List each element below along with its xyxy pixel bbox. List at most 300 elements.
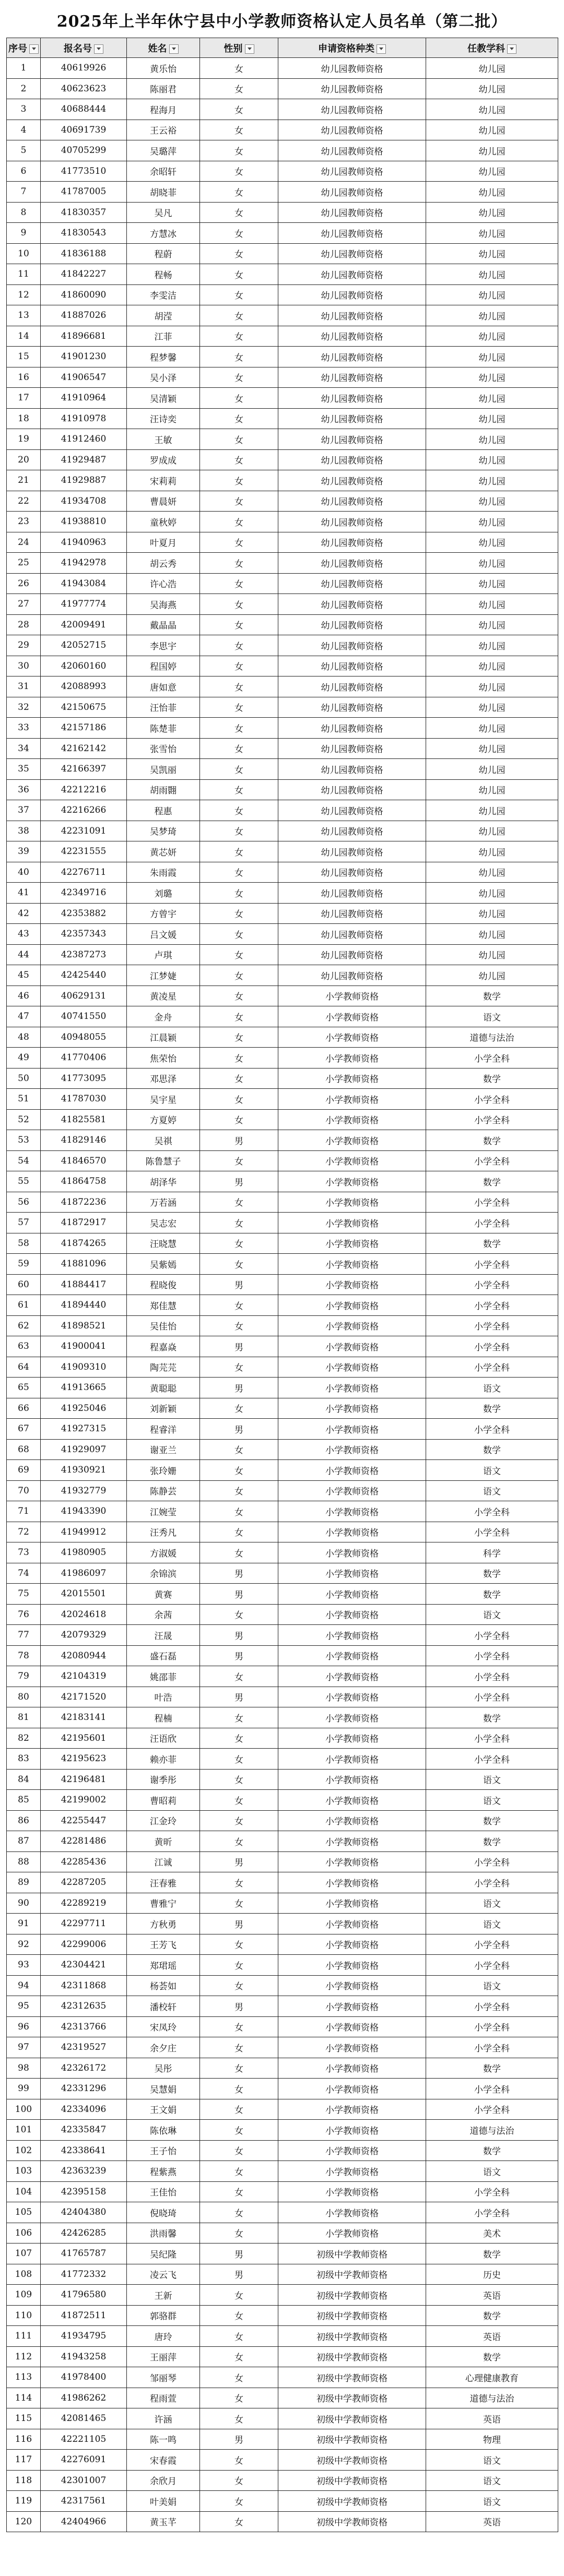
cell-index: 100 [7, 2099, 41, 2120]
cell-name: 汪晟 [127, 1625, 200, 1646]
cell-qualification: 幼儿园教师资格 [278, 594, 426, 615]
cell-subject: 语文 [426, 1790, 558, 1811]
header-reg-no[interactable]: 报名号 [41, 38, 127, 58]
cell-name: 刘璐 [127, 883, 200, 904]
header-gender[interactable]: 性别 [200, 38, 278, 58]
cell-gender: 女 [200, 2181, 278, 2202]
cell-name: 罗成成 [127, 449, 200, 470]
cell-index: 35 [7, 759, 41, 780]
cell-gender: 女 [200, 140, 278, 161]
cell-reg-no: 42162142 [41, 738, 127, 759]
cell-gender: 男 [200, 2264, 278, 2285]
table-row [7, 1604, 558, 1625]
cell-index: 32 [7, 697, 41, 718]
cell-name: 江晨颖 [127, 1027, 200, 1048]
cell-qualification: 小学教师资格 [278, 1439, 426, 1460]
cell-index: 72 [7, 1522, 41, 1542]
cell-gender: 女 [200, 264, 278, 285]
table-row [7, 1914, 558, 1934]
cell-subject: 幼儿园 [426, 120, 558, 140]
cell-subject: 美术 [426, 2223, 558, 2243]
cell-index: 99 [7, 2079, 41, 2099]
cell-reg-no: 42387273 [41, 944, 127, 965]
cell-subject: 幼儿园 [426, 841, 558, 862]
cell-gender: 男 [200, 1645, 278, 1666]
cell-name: 王云裕 [127, 120, 200, 140]
cell-gender: 女 [200, 243, 278, 264]
cell-index: 59 [7, 1254, 41, 1275]
cell-gender: 女 [200, 408, 278, 429]
table-row [7, 2264, 558, 2285]
cell-index: 89 [7, 1872, 41, 1893]
cell-index: 105 [7, 2202, 41, 2223]
cell-gender: 女 [200, 1955, 278, 1976]
cell-subject: 语文 [426, 2491, 558, 2512]
table-row [7, 2037, 558, 2058]
cell-name: 汪晓慧 [127, 1233, 200, 1254]
cell-name: 吴梦琦 [127, 821, 200, 841]
cell-qualification: 幼儿园教师资格 [278, 243, 426, 264]
cell-index: 17 [7, 388, 41, 409]
cell-subject: 数学 [426, 2305, 558, 2326]
cell-subject: 小学全科 [426, 1109, 558, 1130]
cell-qualification: 初级中学教师资格 [278, 2243, 426, 2264]
cell-name: 曹雅宁 [127, 1893, 200, 1914]
cell-index: 24 [7, 532, 41, 553]
cell-index: 90 [7, 1893, 41, 1914]
cell-qualification: 小学教师资格 [278, 1109, 426, 1130]
cell-subject: 幼儿园 [426, 429, 558, 450]
cell-subject: 小学全科 [426, 1749, 558, 1770]
table-row [7, 284, 558, 305]
cell-index: 55 [7, 1171, 41, 1192]
cell-qualification: 幼儿园教师资格 [278, 944, 426, 965]
filter-dropdown-icon[interactable] [377, 44, 386, 54]
cell-reg-no: 42276091 [41, 2450, 127, 2471]
table-row [7, 182, 558, 203]
cell-reg-no: 42196481 [41, 1769, 127, 1790]
cell-name: 吴凡 [127, 202, 200, 223]
cell-subject: 幼儿园 [426, 903, 558, 924]
cell-subject: 语文 [426, 1006, 558, 1027]
cell-qualification: 幼儿园教师资格 [278, 408, 426, 429]
cell-subject: 数学 [426, 1584, 558, 1605]
table-row [7, 1831, 558, 1852]
cell-index: 16 [7, 367, 41, 388]
cell-name: 程楠 [127, 1707, 200, 1728]
cell-gender: 女 [200, 2120, 278, 2141]
cell-gender: 女 [200, 1501, 278, 1522]
cell-name: 王文娟 [127, 2099, 200, 2120]
cell-index: 65 [7, 1378, 41, 1398]
cell-subject: 小学全科 [426, 1274, 558, 1295]
cell-qualification: 幼儿园教师资格 [278, 449, 426, 470]
cell-qualification: 幼儿园教师资格 [278, 491, 426, 512]
cell-qualification: 小学教师资格 [278, 2223, 426, 2243]
cell-name: 程睿洋 [127, 1419, 200, 1440]
cell-subject: 语文 [426, 1460, 558, 1481]
header-name[interactable]: 姓名 [127, 38, 200, 58]
cell-gender: 女 [200, 2450, 278, 2471]
cell-index: 68 [7, 1439, 41, 1460]
cell-qualification: 初级中学教师资格 [278, 2450, 426, 2471]
cell-subject: 物理 [426, 2429, 558, 2450]
cell-subject: 小学全科 [426, 1357, 558, 1378]
table-row [7, 1542, 558, 1563]
table-row [7, 1480, 558, 1501]
cell-reg-no: 41913665 [41, 1378, 127, 1398]
cell-qualification: 幼儿园教师资格 [278, 903, 426, 924]
cell-index: 37 [7, 800, 41, 821]
table-row [7, 305, 558, 326]
table-row [7, 2243, 558, 2264]
table-row [7, 58, 558, 79]
cell-gender: 女 [200, 1233, 278, 1254]
cell-reg-no: 41934708 [41, 491, 127, 512]
cell-subject: 科学 [426, 1542, 558, 1563]
cell-name: 王新 [127, 2285, 200, 2306]
cell-subject: 历史 [426, 2264, 558, 2285]
cell-name: 叶夏月 [127, 532, 200, 553]
cell-index: 114 [7, 2388, 41, 2408]
cell-index: 98 [7, 2058, 41, 2079]
cell-qualification: 小学教师资格 [278, 2161, 426, 2182]
cell-reg-no: 42281486 [41, 1831, 127, 1852]
table-row [7, 1975, 558, 1996]
cell-reg-no: 42289219 [41, 1893, 127, 1914]
cell-name: 张玲姗 [127, 1460, 200, 1481]
cell-name: 潘校轩 [127, 1996, 200, 2017]
cell-qualification: 初级中学教师资格 [278, 2264, 426, 2285]
cell-subject: 幼儿园 [426, 408, 558, 429]
cell-reg-no: 42338641 [41, 2140, 127, 2161]
cell-name: 李雯洁 [127, 284, 200, 305]
cell-subject: 语文 [426, 1914, 558, 1934]
cell-name: 张雪怡 [127, 738, 200, 759]
table-row [7, 2346, 558, 2367]
cell-gender: 男 [200, 1419, 278, 1440]
cell-qualification: 幼儿园教师资格 [278, 532, 426, 553]
cell-gender: 女 [200, 1934, 278, 1955]
table-row [7, 532, 558, 553]
filter-dropdown-icon[interactable] [245, 44, 254, 54]
cell-reg-no: 42212216 [41, 779, 127, 800]
cell-reg-no: 41830543 [41, 223, 127, 244]
cell-index: 110 [7, 2305, 41, 2326]
cell-index: 23 [7, 512, 41, 532]
cell-subject: 幼儿园 [426, 800, 558, 821]
cell-qualification: 小学教师资格 [278, 2120, 426, 2141]
cell-reg-no: 41909310 [41, 1357, 127, 1378]
cell-index: 10 [7, 243, 41, 264]
cell-reg-no: 41796580 [41, 2285, 127, 2306]
cell-index: 111 [7, 2326, 41, 2347]
cell-index: 85 [7, 1790, 41, 1811]
table-row [7, 1439, 558, 1460]
table-row [7, 99, 558, 120]
roster-table [6, 38, 558, 2532]
cell-qualification: 幼儿园教师资格 [278, 347, 426, 367]
cell-subject: 幼儿园 [426, 697, 558, 718]
cell-reg-no: 41943084 [41, 573, 127, 594]
cell-reg-no: 42426285 [41, 2223, 127, 2243]
cell-subject: 幼儿园 [426, 78, 558, 99]
cell-name: 金舟 [127, 1006, 200, 1027]
cell-gender: 女 [200, 58, 278, 79]
cell-reg-no: 41846570 [41, 1150, 127, 1171]
cell-subject: 幼儿园 [426, 326, 558, 347]
cell-name: 陈依琳 [127, 2120, 200, 2141]
cell-name: 方慧冰 [127, 223, 200, 244]
cell-gender: 女 [200, 1254, 278, 1275]
table-row [7, 1501, 558, 1522]
table-row [7, 1645, 558, 1666]
cell-reg-no: 42334096 [41, 2099, 127, 2120]
cell-qualification: 幼儿园教师资格 [278, 326, 426, 347]
cell-reg-no: 42276711 [41, 862, 127, 883]
cell-qualification: 幼儿园教师资格 [278, 965, 426, 986]
cell-qualification: 小学教师资格 [278, 1790, 426, 1811]
cell-gender: 女 [200, 573, 278, 594]
cell-subject: 语文 [426, 1975, 558, 1996]
cell-gender: 女 [200, 676, 278, 697]
cell-reg-no: 40948055 [41, 1027, 127, 1048]
cell-gender: 女 [200, 1480, 278, 1501]
table-row [7, 1357, 558, 1378]
cell-subject: 数学 [426, 986, 558, 1006]
table-row [7, 1584, 558, 1605]
filter-dropdown-icon[interactable] [94, 44, 103, 54]
cell-index: 15 [7, 347, 41, 367]
cell-reg-no: 40623623 [41, 78, 127, 99]
cell-index: 61 [7, 1295, 41, 1316]
cell-reg-no: 42024618 [41, 1604, 127, 1625]
cell-subject: 数学 [426, 1810, 558, 1831]
cell-subject: 小学全科 [426, 1419, 558, 1440]
cell-reg-no: 41949912 [41, 1522, 127, 1542]
header-qualification[interactable]: 申请资格种类 [278, 38, 426, 58]
cell-index: 6 [7, 161, 41, 182]
cell-name: 洪雨馨 [127, 2223, 200, 2243]
table-row [7, 326, 558, 347]
cell-name: 吕文媛 [127, 924, 200, 945]
cell-index: 21 [7, 470, 41, 491]
filter-dropdown-icon[interactable] [169, 44, 179, 54]
cell-name: 程雨萱 [127, 2388, 200, 2408]
table-row [7, 1295, 558, 1316]
cell-gender: 女 [200, 1604, 278, 1625]
cell-reg-no: 42404380 [41, 2202, 127, 2223]
cell-name: 唐玲 [127, 2326, 200, 2347]
cell-reg-no: 42317561 [41, 2491, 127, 2512]
cell-qualification: 小学教师资格 [278, 1460, 426, 1481]
cell-gender: 女 [200, 326, 278, 347]
cell-index: 97 [7, 2037, 41, 2058]
cell-qualification: 幼儿园教师资格 [278, 614, 426, 635]
table-row [7, 264, 558, 285]
cell-qualification: 幼儿园教师资格 [278, 202, 426, 223]
cell-reg-no: 41901230 [41, 347, 127, 367]
cell-gender: 女 [200, 2367, 278, 2388]
cell-subject: 数学 [426, 1439, 558, 1460]
cell-qualification: 初级中学教师资格 [278, 2305, 426, 2326]
table-row [7, 944, 558, 965]
cell-qualification: 幼儿园教师资格 [278, 140, 426, 161]
cell-subject: 幼儿园 [426, 202, 558, 223]
cell-index: 78 [7, 1645, 41, 1666]
cell-subject: 语文 [426, 2450, 558, 2471]
table-row [7, 2450, 558, 2471]
cell-index: 25 [7, 553, 41, 574]
cell-reg-no: 42199002 [41, 1790, 127, 1811]
cell-reg-no: 41787005 [41, 182, 127, 203]
table-row [7, 2429, 558, 2450]
table-row [7, 1398, 558, 1419]
cell-gender: 女 [200, 1769, 278, 1790]
cell-gender: 女 [200, 305, 278, 326]
cell-gender: 男 [200, 1171, 278, 1192]
cell-gender: 男 [200, 1584, 278, 1605]
table-row [7, 1150, 558, 1171]
cell-index: 87 [7, 1831, 41, 1852]
cell-name: 朱雨霞 [127, 862, 200, 883]
cell-subject: 英语 [426, 2511, 558, 2532]
cell-subject: 幼儿园 [426, 470, 558, 491]
table-row [7, 1769, 558, 1790]
cell-name: 黄昕 [127, 1831, 200, 1852]
cell-name: 杨荟如 [127, 1975, 200, 1996]
table-row [7, 429, 558, 450]
cell-subject: 小学全科 [426, 2016, 558, 2037]
cell-index: 36 [7, 779, 41, 800]
cell-subject: 小学全科 [426, 1048, 558, 1069]
cell-qualification: 小学教师资格 [278, 1357, 426, 1378]
cell-qualification: 小学教师资格 [278, 1006, 426, 1027]
cell-name: 吴纪隆 [127, 2243, 200, 2264]
table-row [7, 2079, 558, 2099]
cell-name: 王丽萍 [127, 2346, 200, 2367]
cell-gender: 女 [200, 2037, 278, 2058]
table-row [7, 1707, 558, 1728]
cell-reg-no: 42313766 [41, 2016, 127, 2037]
cell-qualification: 幼儿园教师资格 [278, 800, 426, 821]
table-row [7, 779, 558, 800]
cell-name: 江诚 [127, 1851, 200, 1872]
cell-qualification: 幼儿园教师资格 [278, 388, 426, 409]
cell-index: 94 [7, 1975, 41, 1996]
cell-name: 程紫燕 [127, 2161, 200, 2182]
cell-index: 44 [7, 944, 41, 965]
filter-dropdown-icon[interactable] [507, 44, 516, 54]
cell-gender: 女 [200, 1975, 278, 1996]
cell-name: 盛石磊 [127, 1645, 200, 1666]
cell-subject: 小学全科 [426, 1645, 558, 1666]
cell-gender: 女 [200, 78, 278, 99]
cell-gender: 女 [200, 1295, 278, 1316]
cell-qualification: 小学教师资格 [278, 1707, 426, 1728]
cell-gender: 女 [200, 1872, 278, 1893]
header-index[interactable]: 序号 [7, 38, 41, 58]
cell-reg-no: 41874265 [41, 1233, 127, 1254]
cell-reg-no: 42166397 [41, 759, 127, 780]
cell-gender: 女 [200, 2140, 278, 2161]
cell-name: 赖亦菲 [127, 1749, 200, 1770]
cell-reg-no: 42015501 [41, 1584, 127, 1605]
cell-name: 江婉莹 [127, 1501, 200, 1522]
cell-qualification: 小学教师资格 [278, 1254, 426, 1275]
cell-reg-no: 41910964 [41, 388, 127, 409]
cell-name: 凌云飞 [127, 2264, 200, 2285]
cell-index: 34 [7, 738, 41, 759]
cell-subject: 语文 [426, 1893, 558, 1914]
cell-subject: 幼儿园 [426, 388, 558, 409]
table-row [7, 821, 558, 841]
cell-gender: 女 [200, 1542, 278, 1563]
cell-name: 汪诗奕 [127, 408, 200, 429]
cell-qualification: 幼儿园教师资格 [278, 821, 426, 841]
cell-gender: 女 [200, 491, 278, 512]
table-row [7, 718, 558, 739]
cell-subject: 幼儿园 [426, 140, 558, 161]
cell-reg-no: 41887026 [41, 305, 127, 326]
cell-subject: 语文 [426, 1769, 558, 1790]
cell-qualification: 幼儿园教师资格 [278, 99, 426, 120]
cell-subject: 小学全科 [426, 1955, 558, 1976]
cell-index: 62 [7, 1315, 41, 1336]
cell-subject: 幼儿园 [426, 182, 558, 203]
cell-qualification: 小学教师资格 [278, 1625, 426, 1646]
cell-gender: 女 [200, 1728, 278, 1749]
cell-name: 王芳飞 [127, 1934, 200, 1955]
cell-index: 40 [7, 862, 41, 883]
cell-qualification: 小学教师资格 [278, 2099, 426, 2120]
cell-qualification: 小学教师资格 [278, 1996, 426, 2017]
cell-gender: 女 [200, 1439, 278, 1460]
cell-reg-no: 41872511 [41, 2305, 127, 2326]
cell-qualification: 小学教师资格 [278, 1192, 426, 1213]
cell-index: 52 [7, 1109, 41, 1130]
cell-index: 9 [7, 223, 41, 244]
cell-name: 程惠 [127, 800, 200, 821]
cell-reg-no: 41943258 [41, 2346, 127, 2367]
cell-qualification: 小学教师资格 [278, 1419, 426, 1440]
cell-subject: 幼儿园 [426, 635, 558, 656]
cell-qualification: 小学教师资格 [278, 1089, 426, 1110]
table-row [7, 2367, 558, 2388]
cell-qualification: 小学教师资格 [278, 2202, 426, 2223]
cell-subject: 幼儿园 [426, 449, 558, 470]
header-subject[interactable]: 任教学科 [426, 38, 558, 58]
cell-index: 103 [7, 2161, 41, 2182]
cell-qualification: 小学教师资格 [278, 1563, 426, 1584]
cell-gender: 女 [200, 656, 278, 676]
cell-gender: 女 [200, 449, 278, 470]
cell-qualification: 初级中学教师资格 [278, 2388, 426, 2408]
cell-index: 106 [7, 2223, 41, 2243]
table-row [7, 367, 558, 388]
cell-gender: 女 [200, 862, 278, 883]
filter-dropdown-icon[interactable] [29, 44, 39, 54]
table-row [7, 676, 558, 697]
cell-name: 宋莉莉 [127, 470, 200, 491]
cell-qualification: 小学教师资格 [278, 1315, 426, 1336]
table-row [7, 697, 558, 718]
table-row [7, 1027, 558, 1048]
cell-name: 江金玲 [127, 1810, 200, 1831]
cell-qualification: 幼儿园教师资格 [278, 512, 426, 532]
cell-index: 71 [7, 1501, 41, 1522]
cell-name: 郑珺瑶 [127, 1955, 200, 1976]
